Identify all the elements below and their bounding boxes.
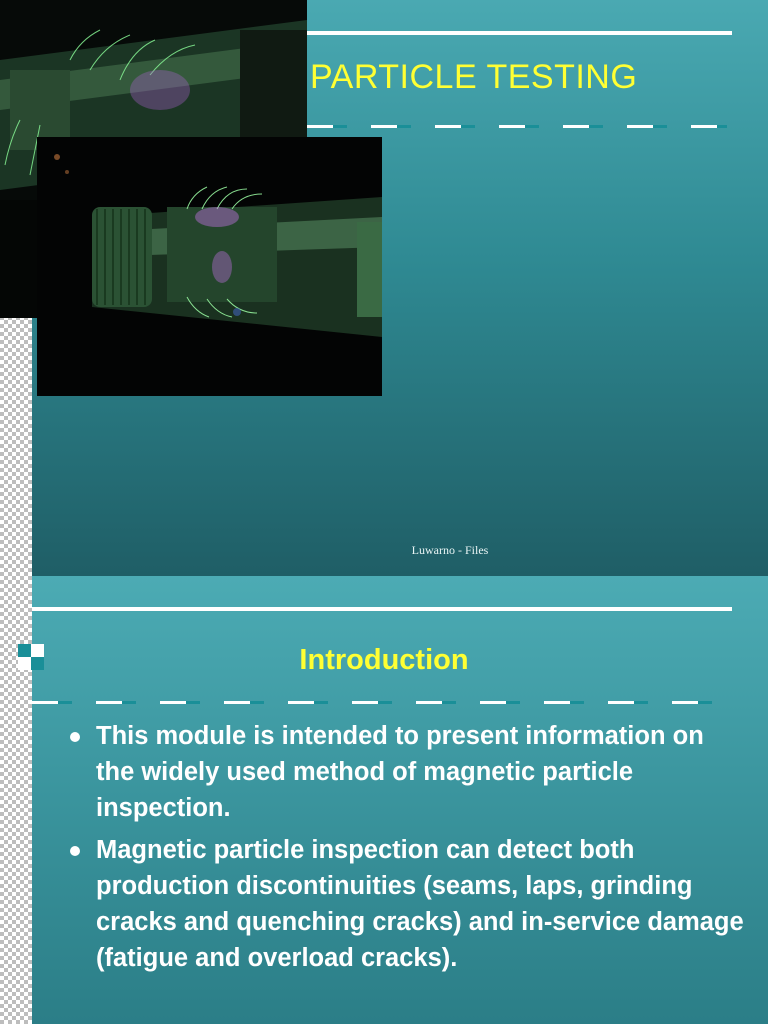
title-top-rule [307, 31, 732, 35]
slide-footer: Luwarno - Files [411, 543, 489, 557]
title-dash-rule [307, 125, 727, 128]
list-item [68, 832, 748, 976]
bullet-dot-icon [70, 846, 80, 856]
bullet-text: Magnetic particle inspection can detect both production discontinuities (seams, laps, grinding cracks and quenching cracks) and in-service damage (fatigue and overload cracks). [96, 836, 744, 972]
bullet-list [68, 718, 748, 982]
slide-title: PARTICLE TESTING [310, 58, 638, 96]
bullet-text: This module is intended to present information on the widely used method of magnetic particle inspection. [96, 722, 704, 822]
slide-title: Introduction [299, 644, 469, 676]
list-item [68, 718, 748, 826]
title-dash-rule [32, 701, 727, 704]
magnetized-shaft-photo-front [37, 137, 382, 396]
bullet-dot-icon [70, 732, 80, 742]
slide-2 [0, 576, 768, 1024]
title-top-rule [32, 607, 732, 611]
